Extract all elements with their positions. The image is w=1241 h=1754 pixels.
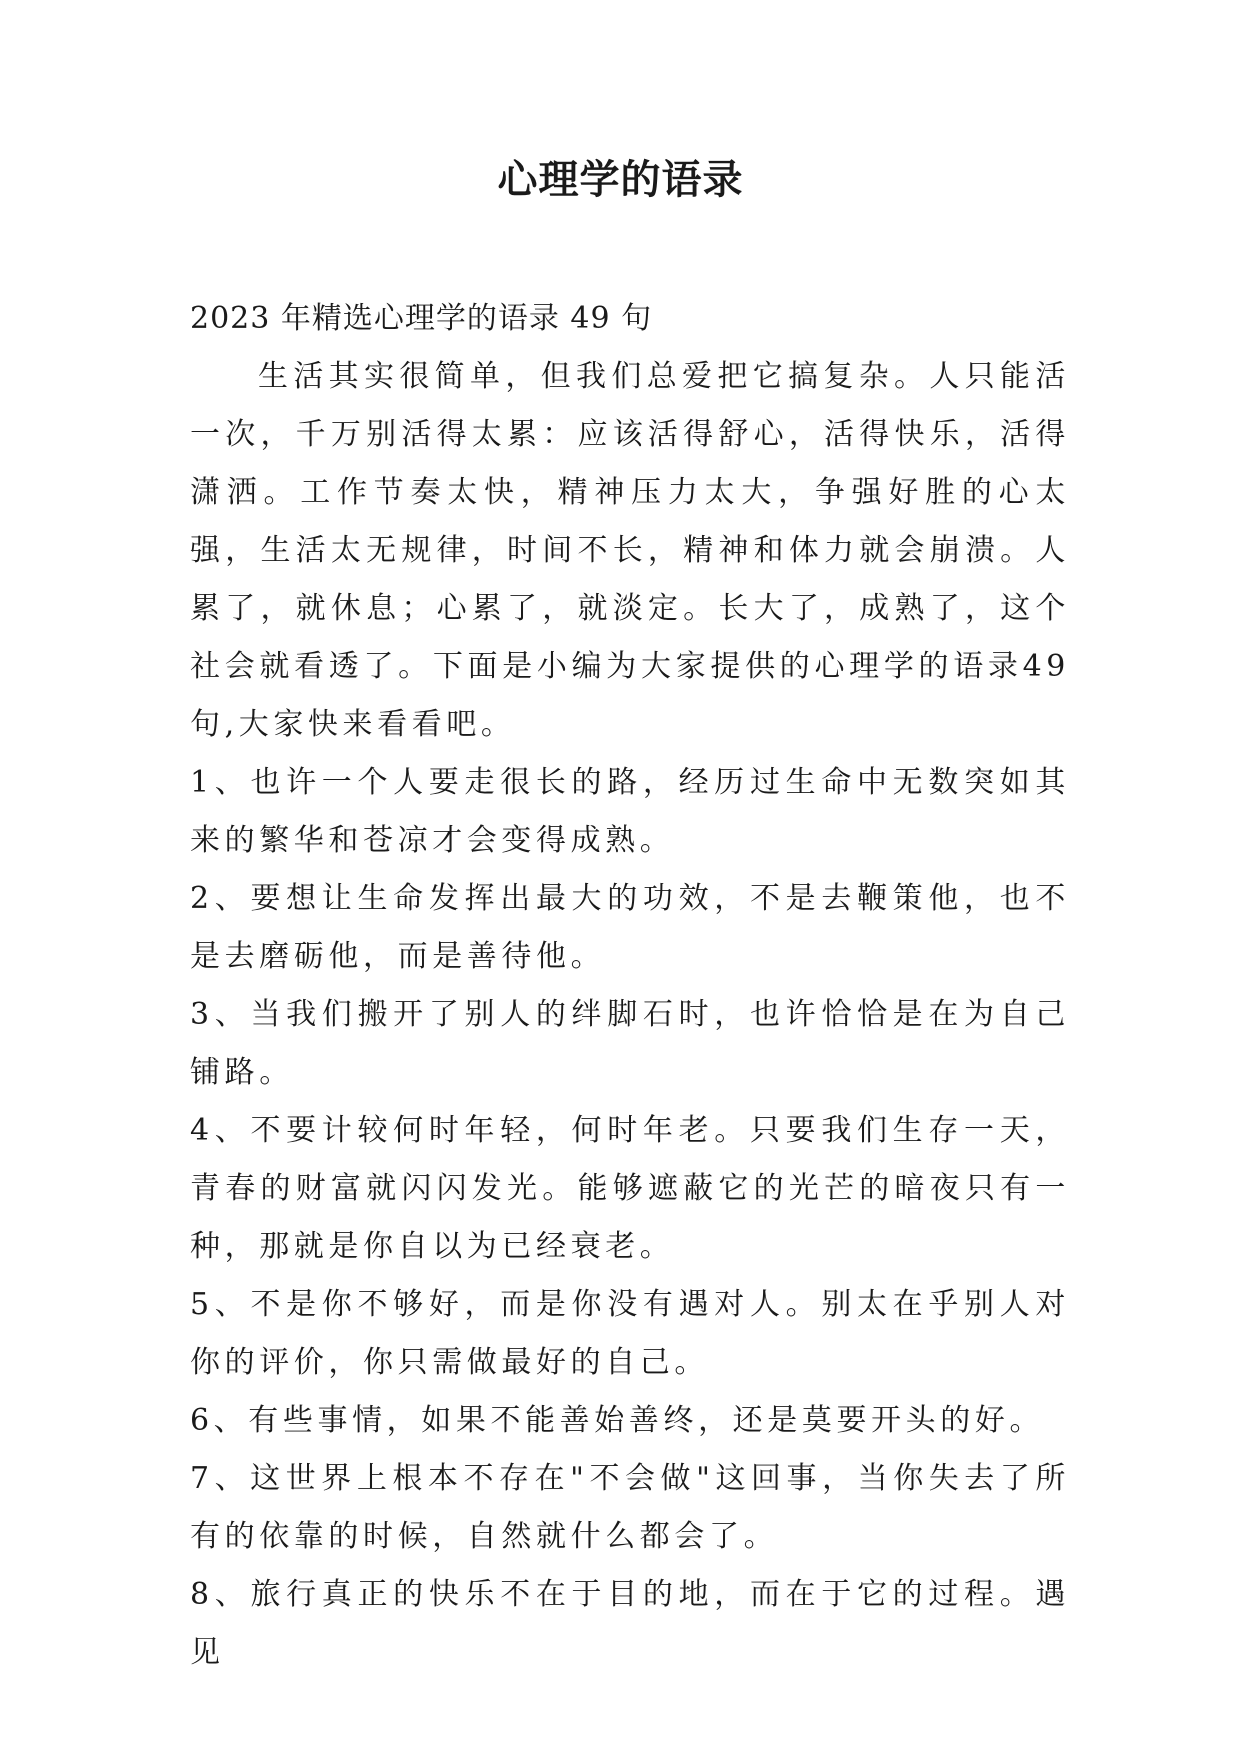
quote-item-2: 2、要想让生命发挥出最大的功效，不是去鞭策他，也不是去磨砺他，而是善待他。 <box>190 881 1070 974</box>
intro-paragraph: 生活其实很简单，但我们总爱把它搞复杂。人只能活一次，千万别活得太累：应该活得舒心，活得快乐，活得潇洒。工作节奏太快，精神压力太大，争强好胜的心太强，生活太无规律，时间不长，精神和体力就会崩溃。人累了，就休息；心累了，就淡定。长大了，成熟了，这个社会就看透了。下面是小编为大家提供的心理学的语录49句,大家快来看看吧。 <box>190 359 1070 742</box>
document-subtitle: 2023 年精选心理学的语录 49 句 <box>190 301 653 336</box>
quote-item-3: 3、当我们搬开了别人的绊脚石时，也许恰恰是在为自己铺路。 <box>190 997 1070 1090</box>
page-title: 心理学的语录 <box>497 156 744 203</box>
quote-item-5: 5、不是你不够好，而是你没有遇对人。别太在乎别人对你的评价，你只需做最好的自己。 <box>190 1287 1070 1380</box>
quote-item-1: 1、也许一个人要走很长的路，经历过生命中无数突如其来的繁华和苍凉才会变得成熟。 <box>190 765 1070 858</box>
quote-item-4: 4、不要计较何时年轻，何时年老。只要我们生存一天，青春的财富就闪闪发光。能够遮蔽它的光芒的暗夜只有一种，那就是你自以为已经衰老。 <box>190 1113 1070 1264</box>
quote-item-6: 6、有些事情，如果不能善始善终，还是莫要开头的好。 <box>190 1403 1045 1438</box>
document-body <box>190 290 1070 1682</box>
quote-item-7: 7、这世界上根本不存在"不会做"这回事，当你失去了所有的依靠的时候，自然就什么都会了。 <box>190 1461 1070 1554</box>
quote-item-8: 8、旅行真正的快乐不在于目的地，而在于它的过程。遇见 <box>190 1577 1070 1670</box>
